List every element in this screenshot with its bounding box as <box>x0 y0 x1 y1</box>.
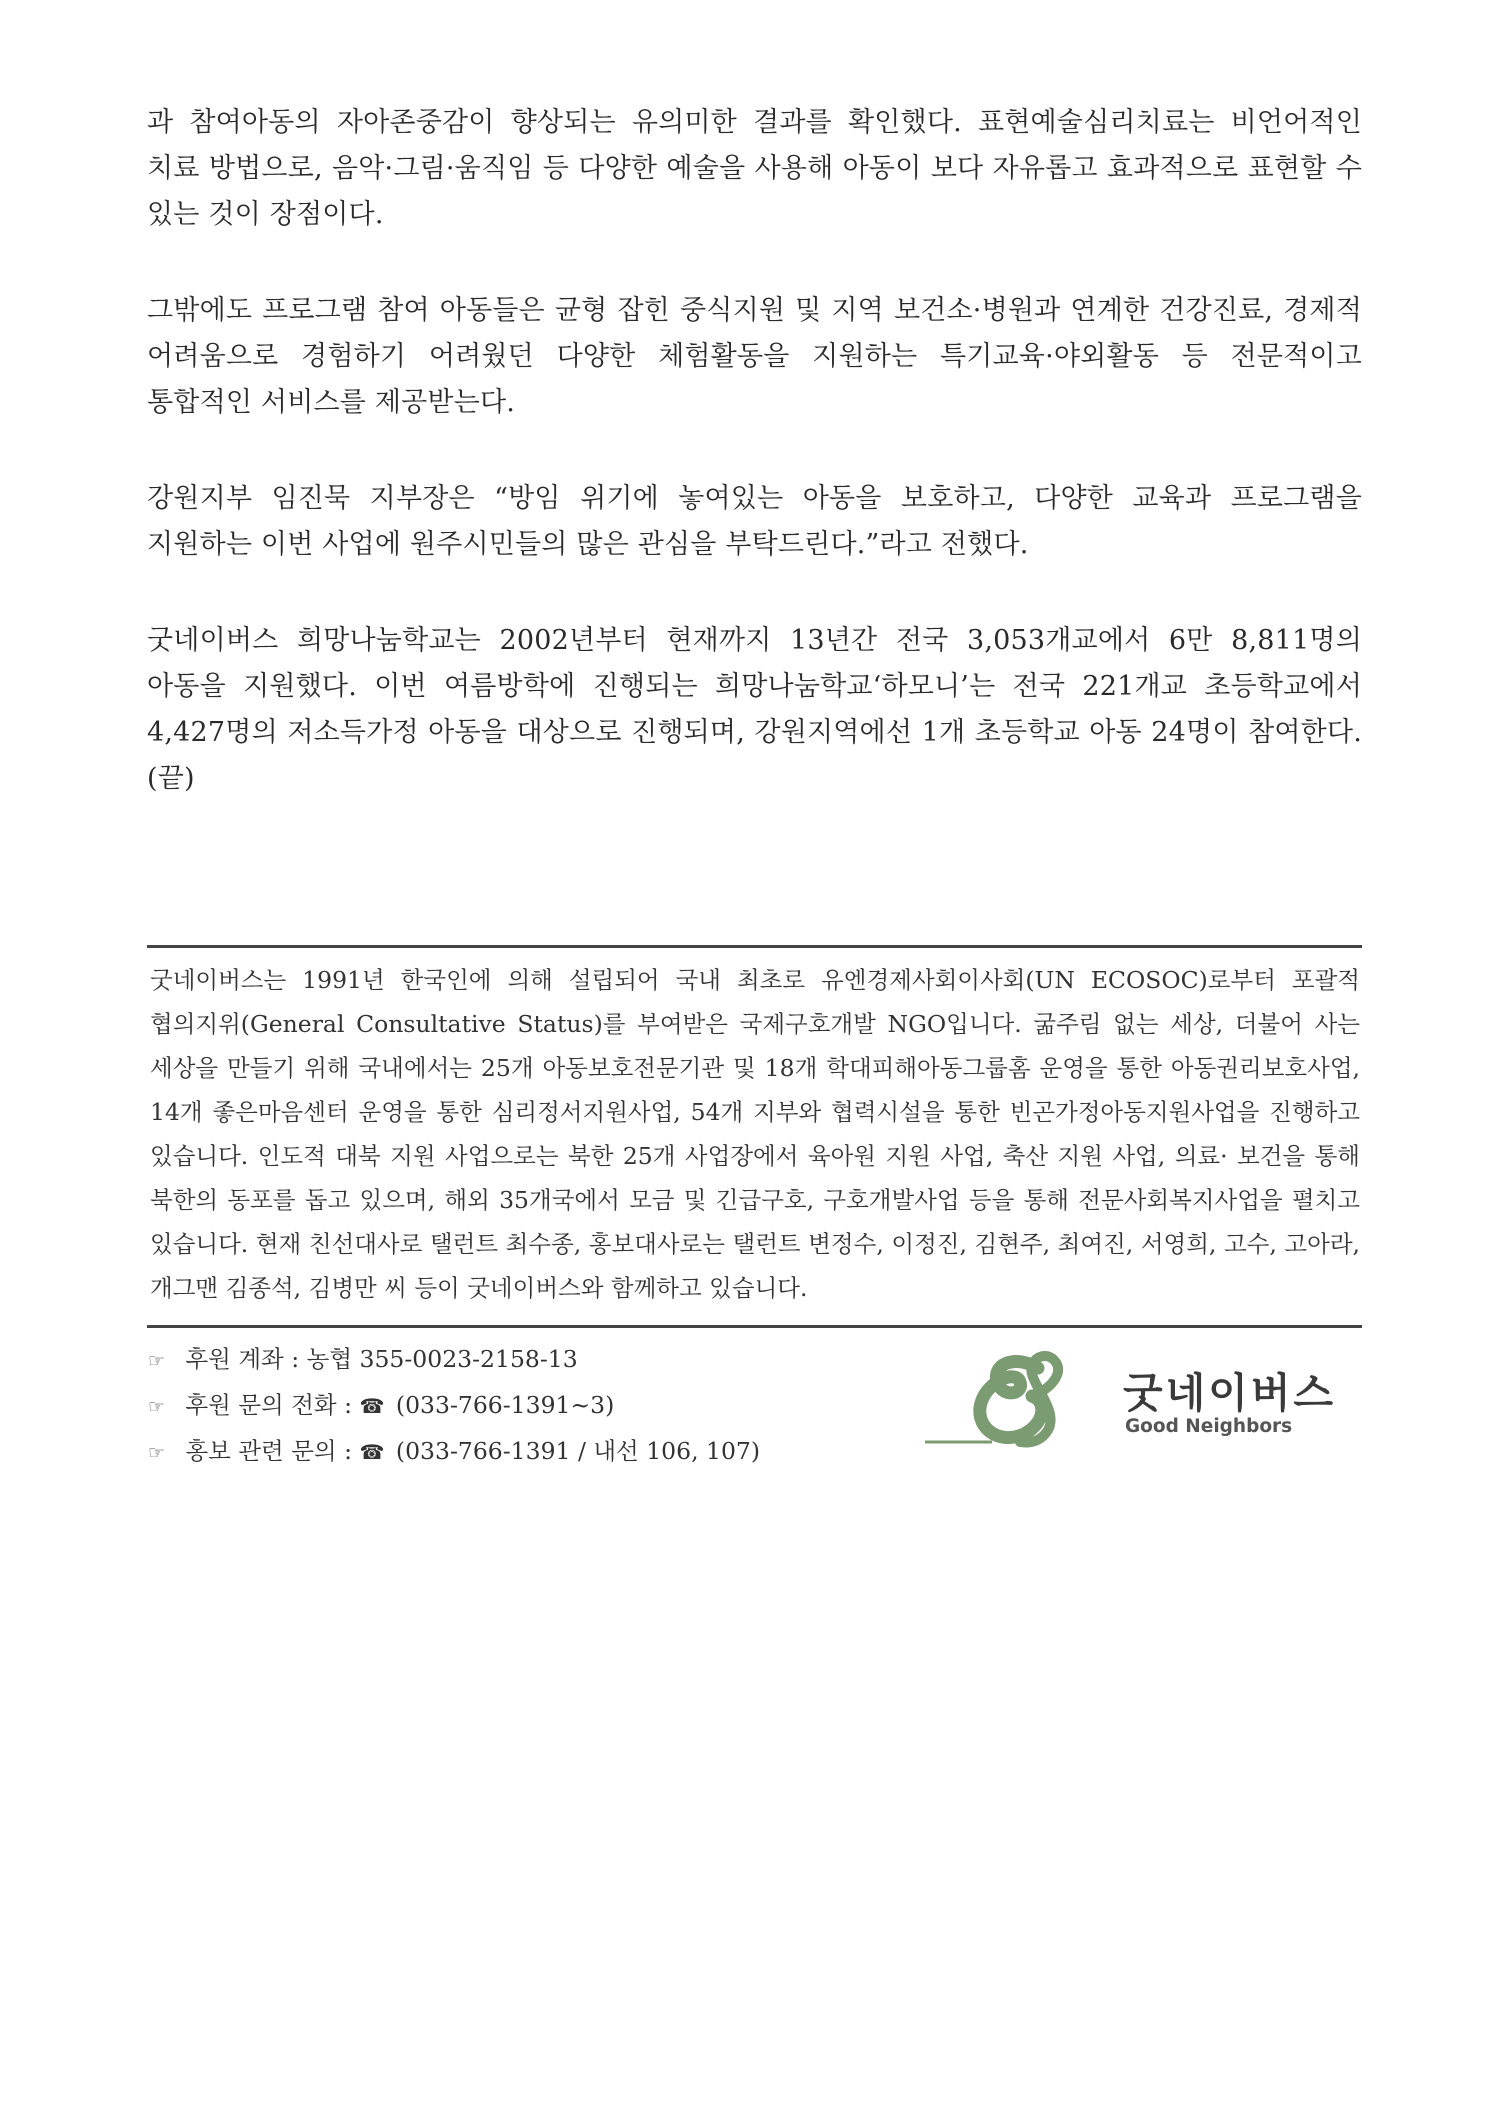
organization-about: 굿네이버스는 1991년 한국인에 의해 설립되어 국내 최초로 유엔경제사회이사회(UN ECOSOC)로부터 포괄적 협의지위(General Consultative Status)를 부여받은 국제구호개발 NGO입니다. 굶주림 없는 세상, 더불어 사는 세상을 만들기 위해 국내에서는 25개 아동보호전문기관 및 18개 학대피해아동그룹홈 운영을 통한 아동권리보호사업, 14개 좋은마음센터 운영을 통한 심리정서지원사업, 54개 지부와 협력시설을 통한 빈곤가정아동지원사업을 진행하고 있습니다. 인도적 대북 지원 사업으로는 북한 25개 사업장에서 육아원 지원 사업, 축산 지원 사업, 의료· 보건을 통해 북한의 동포를 돕고 있으며, 해외 35개국에서 모금 및 긴급구호, 구호개발사업 등을 통해 전문사회복지사업을 펼치고 있습니다. 현재 친선대사로 탤런트 최수종, 홍보대사로는 탤런트 변정수, 이정진, 김현주, 최여진, 서영희, 고수, 고아라, 개그맨 김종석, 김병만 씨 등이 굿네이버스와 함께하고 있습니다. <box>150 966 1360 1302</box>
account-value: 농협 355-0023-2158-13 <box>306 1345 578 1373</box>
logo-english-wordmark: Good Neighbors <box>1125 1416 1293 1437</box>
pointing-hand-icon: ☞ <box>148 1396 166 1418</box>
paragraph-therapy-results: 과 참여아동의 자아존중감이 향상되는 유의미한 결과를 확인했다. 표현예술심리치료는 비언어적인 치료 방법으로, 음악·그림·움직임 등 다양한 예술을 사용해 아동이 보다 자유롭고 효과적으로 표현할 수 있는 것이 장점이다. <box>147 107 1362 230</box>
pr-phone-label: 홍보 관련 문의 : <box>185 1437 353 1465</box>
telephone-icon: ☎ <box>359 1440 385 1464</box>
donation-phone-value: (033-766-1391~3) <box>395 1391 615 1419</box>
about-top-divider <box>147 945 1362 948</box>
account-label: 후원 계좌 : <box>185 1345 300 1373</box>
press-release-body <box>147 100 1362 852</box>
pr-phone-value: (033-766-1391 / 내선 106, 107) <box>395 1437 761 1465</box>
donation-phone-label: 후원 문의 전화 : <box>185 1391 353 1419</box>
pr-phone-line <box>148 1429 908 1475</box>
logo-korean-wordmark: 굿네이버스 <box>1123 1369 1337 1417</box>
contact-info <box>148 1337 908 1475</box>
account-line <box>148 1337 908 1383</box>
paragraph-school-stats: 굿네이버스 희망나눔학교는 2002년부터 현재까지 13년간 전국 3,053개교에서 6만 8,811명의 아동을 지원했다. 이번 여름방학에 진행되는 희망나눔학교‘하모니’는 전국 221개교 초등학교에서 4,427명의 저소득가정 아동을 대상으로 진행되며, 강원지역에선 1개 초등학교 아동 24명이 참여한다. (끝) <box>147 625 1362 794</box>
logo-ampersand-icon <box>920 1350 1095 1450</box>
paragraph-branch-quote: 강원지부 임진묵 지부장은 “방임 위기에 놓여있는 아동을 보호하고, 다양한 교육과 프로그램을 지원하는 이번 사업에 원주시민들의 많은 관심을 부탁드린다.”라고 전했다. <box>147 483 1362 560</box>
paragraph-services: 그밖에도 프로그램 참여 아동들은 균형 잡힌 중식지원 및 지역 보건소·병원과 연계한 건강진료, 경제적 어려움으로 경험하기 어려웠던 다양한 체험활동을 지원하는 특기교육·야외활동 등 전문적이고 통합적인 서비스를 제공받는다. <box>147 295 1362 418</box>
pointing-hand-icon: ☞ <box>148 1350 166 1372</box>
about-bottom-divider <box>147 1325 1362 1328</box>
telephone-icon: ☎ <box>359 1394 385 1418</box>
donation-phone-line <box>148 1383 908 1429</box>
pointing-hand-icon: ☞ <box>148 1442 166 1464</box>
good-neighbors-logo <box>920 1350 1340 1450</box>
